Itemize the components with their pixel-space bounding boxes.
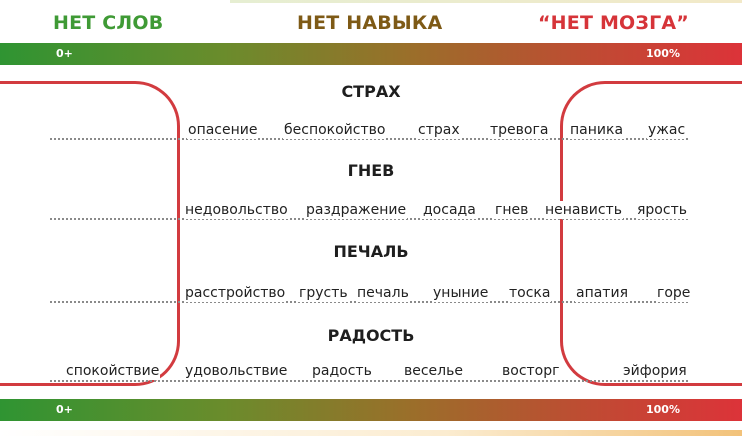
word-opasenie: опасение [188,122,258,138]
word-strakh: страх [418,122,460,138]
scale-min-label: 0+ [56,47,73,60]
top-decorative-line [230,0,742,3]
word-spokoystvie: спокойствие [66,363,160,379]
word-grust: грусть [299,285,348,301]
word-nedovolstvo: недовольство [185,202,288,218]
word-bespokoystvo: беспокойство [284,122,386,138]
word-unynie: уныние [433,285,489,301]
word-panika: паника [570,122,624,138]
word-razdrazhenie: раздражение [306,202,407,218]
word-rasstroystvo: расстройство [185,285,286,301]
word-uzhas: ужас [648,122,686,138]
word-yarost: ярость [637,202,687,218]
word-toska: тоска [509,285,551,301]
heading-fear: СТРАХ [341,82,401,101]
heading-joy: РАДОСТЬ [327,326,415,345]
word-udovolstvie: удовольствие [185,363,288,379]
title-no-brain: “НЕТ МОЗГА” [538,12,689,34]
word-radost: радость [312,363,372,379]
word-gore: горе [657,285,691,301]
bottom-decorative-line [0,430,742,436]
scale-bar-bottom [0,399,742,421]
word-vesele: веселье [404,363,463,379]
word-pechal: печаль [357,285,409,301]
scale-bar-top [0,43,742,65]
heading-anger: ГНЕВ [347,161,395,180]
word-dosada: досада [423,202,476,218]
word-eyforiya: эйфория [623,363,687,379]
word-vostorg: восторг [502,363,560,379]
word-apatiya: апатия [576,285,628,301]
scale-max-label-bottom: 100% [646,403,680,416]
scale-min-label-bottom: 0+ [56,403,73,416]
word-gnev: гнев [495,202,529,218]
title-no-words: НЕТ СЛОВ [53,12,164,34]
dotted-line-joy [50,380,688,382]
scale-max-label: 100% [646,47,680,60]
word-nenavist: ненависть [545,202,622,218]
heading-sadness: ПЕЧАЛЬ [333,242,409,261]
word-trevoga: тревога [490,122,549,138]
title-no-skill: НЕТ НАВЫКА [297,12,443,34]
